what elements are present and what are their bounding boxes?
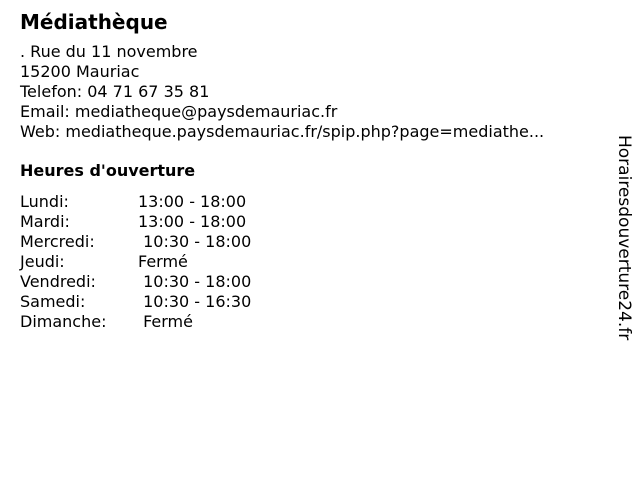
hours-row-friday — [20, 272, 600, 292]
day-label: Mercredi: — [20, 232, 95, 251]
opening-hours-heading: Heures d'ouverture — [20, 161, 196, 180]
place-title: Médiathèque — [20, 10, 168, 34]
hours-row-tuesday — [20, 212, 600, 232]
day-label: Jeudi: — [20, 252, 65, 271]
address-line-1: . Rue du 11 novembre — [20, 42, 198, 61]
opening-hours-list — [20, 192, 600, 332]
hours-row-thursday — [20, 252, 600, 272]
day-label: Dimanche: — [20, 312, 107, 331]
address-line-2: 15200 Mauriac — [20, 62, 140, 81]
day-hours: 13:00 - 18:00 — [138, 192, 247, 211]
day-label: Lundi: — [20, 192, 69, 211]
day-label: Vendredi: — [20, 272, 96, 291]
web-line[interactable]: Web: mediatheque.paysdemauriac.fr/spip.php?page=mediathe... — [20, 122, 545, 141]
site-watermark: Horairesdouverture24.fr — [614, 135, 634, 341]
day-label: Samedi: — [20, 292, 86, 311]
day-hours: 13:00 - 18:00 — [138, 212, 247, 231]
day-hours: Fermé — [138, 312, 193, 331]
day-label: Mardi: — [20, 212, 70, 231]
hours-row-wednesday — [20, 232, 600, 252]
day-hours: 10:30 - 18:00 — [138, 232, 252, 251]
email-line[interactable]: Email: mediatheque@paysdemauriac.fr — [20, 102, 338, 121]
day-hours: 10:30 - 18:00 — [138, 272, 252, 291]
phone-line[interactable]: Telefon: 04 71 67 35 81 — [20, 82, 210, 101]
place-card — [20, 9, 600, 332]
day-hours: Fermé — [138, 252, 188, 271]
hours-row-sunday — [20, 312, 600, 332]
hours-row-saturday — [20, 292, 600, 312]
hours-row-monday — [20, 192, 600, 212]
day-hours: 10:30 - 16:30 — [138, 292, 252, 311]
